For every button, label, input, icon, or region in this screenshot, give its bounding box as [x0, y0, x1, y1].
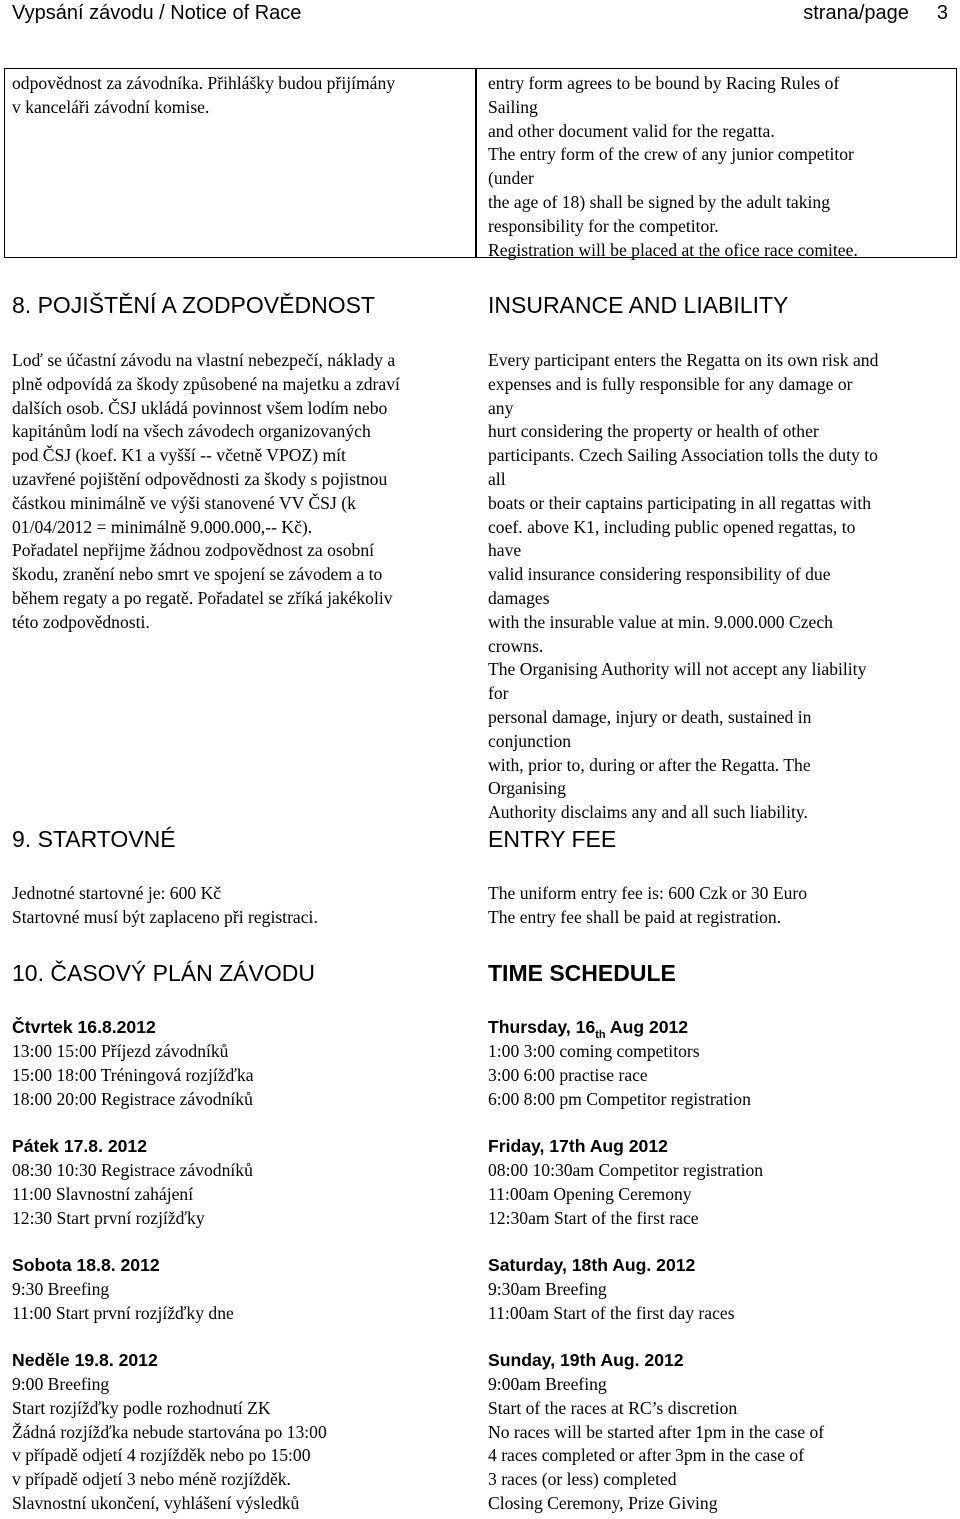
schedule-item: 9:00 Breefing — [12, 1374, 110, 1394]
text-line: Pořadatel nepřijme žádnou zodpovědnost za osobní — [12, 540, 375, 561]
schedule-item: 1:00 3:00 coming competitors — [488, 1041, 700, 1061]
schedule-item: 9:30 Breefing — [12, 1279, 110, 1299]
text-line: entry form agrees to be bound by Racing Rules of — [488, 73, 840, 93]
text-line: uzavřené pojištění odpovědnosti za škody s pojistnou — [12, 468, 388, 489]
text-line: této zodpovědnosti. — [12, 611, 150, 632]
section-10-heading-cz: 10. ČASOVÝ PLÁN ZÁVODU — [12, 960, 315, 986]
text-line: odpovědnost za závodníka. Přihlášky budou přijímány — [12, 73, 396, 93]
schedule-item: Žádná rozjížďka nebude startována po 13:00 — [12, 1421, 327, 1442]
schedule-item: 11:00 Start první rozjížďky dne — [12, 1302, 234, 1323]
schedule-item: 9:00am Breefing — [488, 1374, 607, 1394]
text-line: The entry fee shall be paid at registration. — [488, 906, 782, 927]
day-ordinal: th — [568, 1136, 586, 1156]
schedule-day-cz: Čtvrtek 16.8.2012 — [12, 1017, 156, 1037]
schedule-item: No races will be started after 1pm in the case of — [488, 1421, 825, 1442]
text-line: Authority disclaims any and all such liability. — [488, 802, 808, 823]
day-label: Saturday, 18 — [488, 1255, 592, 1275]
text-line: conjunction — [488, 730, 572, 751]
schedule-day-cz-items — [12, 1278, 234, 1326]
text-line: for — [488, 683, 509, 704]
text-line: The entry form of the crew of any junior competitor — [488, 144, 854, 165]
schedule-day-cz-items — [12, 1159, 253, 1230]
section-8-heading-en: INSURANCE AND LIABILITY — [488, 292, 789, 318]
text-line: Startovné musí být zaplaceno při registraci. — [12, 906, 318, 927]
schedule-item: 12:30am Start of the first race — [488, 1207, 699, 1228]
section-8-heading-cz: 8. POJIŠTĚNÍ A ZODPOVĚDNOST — [12, 292, 375, 318]
text-line: the age of 18) shall be signed by the adult taking — [488, 191, 831, 212]
page-number: 3 — [936, 2, 948, 24]
schedule-item: 08:30 10:30 Registrace závodníků — [12, 1160, 253, 1180]
schedule-item: 12:30 Start první rozjížďky — [12, 1207, 205, 1228]
text-line: během regaty a po regatě. Pořadatel se zříká jakékoliv — [12, 587, 393, 608]
day-ordinal: th — [595, 1029, 606, 1041]
schedule-item: 9:30am Breefing — [488, 1279, 607, 1299]
schedule-item: 11:00am Opening Ceremony — [488, 1183, 692, 1204]
schedule-item: 4 races completed or after 3pm in the case of — [488, 1445, 805, 1466]
schedule-day-en-items — [488, 1040, 751, 1111]
text-line: all — [488, 468, 506, 489]
text-line: crowns. — [488, 635, 544, 656]
schedule-item: 15:00 18:00 Tréningová rozjížďka — [12, 1064, 254, 1085]
day-label: Friday, 17 — [488, 1136, 569, 1156]
schedule-item: Start rozjížďky podle rozhodnutí ZK — [12, 1397, 271, 1418]
schedule-item: 3:00 6:00 practise race — [488, 1064, 648, 1085]
intro-column-divider — [475, 68, 477, 258]
schedule-item: 18:00 20:00 Registrace závodníků — [12, 1088, 253, 1109]
schedule-item: 6:00 8:00 pm Competitor registration — [488, 1088, 751, 1109]
schedule-day-cz: Pátek 17.8. 2012 — [12, 1136, 147, 1156]
schedule-item: 13:00 15:00 Příjezd závodníků — [12, 1041, 229, 1061]
schedule-item: 11:00am Start of the first day races — [488, 1302, 735, 1323]
schedule-day-cz: Neděle 19.8. 2012 — [12, 1350, 158, 1370]
text-line: damages — [488, 587, 550, 608]
text-line: expenses and is fully responsible for any damage or — [488, 373, 853, 394]
text-line: Registration will be placed at the ofice race comitee. — [488, 239, 858, 260]
text-line: boats or their captains participating in all regattas with — [488, 492, 872, 513]
text-line: škodu, zranění nebo smrt ve spojení se závodem a to — [12, 564, 383, 585]
intro-en-text — [488, 72, 858, 262]
page-label: strana/page — [803, 2, 909, 24]
page-indicator — [803, 2, 948, 25]
text-line: Organising — [488, 778, 566, 799]
section-9-cz-text — [12, 882, 318, 930]
text-line: The Organising Authority will not accept any liability — [488, 659, 867, 680]
schedule-day-cz-items — [12, 1373, 327, 1516]
text-line: Every participant enters the Regatta on its own risk and — [488, 350, 879, 370]
text-line: kapitánům lodí na všech závodech organizovaných — [12, 421, 371, 442]
text-line: 01/04/2012 = minimálně 9.000.000,-- Kč). — [12, 516, 313, 537]
text-line: plně odpovídá za škody způsobené na majetku a zdraví — [12, 373, 400, 394]
text-line: Sailing — [488, 96, 538, 117]
text-line: with, prior to, during or after the Regatta. The — [488, 754, 811, 775]
section-8-en-text — [488, 349, 878, 825]
schedule-item: 08:00 10:30am Competitor registration — [488, 1160, 764, 1180]
schedule-item: v případě odjetí 4 rozjížděk nebo po 15:00 — [12, 1445, 311, 1466]
text-line: participants. Czech Sailing Association tolls the duty to — [488, 445, 878, 466]
text-line: Loď se účastní závodu na vlastní nebezpečí, náklady a — [12, 350, 396, 370]
text-line: and other document valid for the regatta. — [488, 120, 775, 141]
text-line: Jednotné startovné je: 600 Kč — [12, 883, 222, 903]
text-line: The uniform entry fee is: 600 Czk or 30 Euro — [488, 883, 808, 903]
text-line: hurt considering the property or health of other — [488, 421, 819, 442]
schedule-item: Start of the races at RC’s discretion — [488, 1397, 738, 1418]
schedule-day-en — [488, 1134, 668, 1158]
text-line: valid insurance considering responsibility of due — [488, 564, 831, 585]
text-line: responsibility for the competitor. — [488, 215, 719, 236]
day-month-year: Aug 2012 — [605, 1017, 689, 1037]
intro-cz-text — [12, 72, 395, 120]
schedule-day-cz: Sobota 18.8. 2012 — [12, 1255, 160, 1275]
text-line: částkou minimálně ve výši stanovené VV ČSJ (k — [12, 492, 356, 513]
schedule-day-en-items — [488, 1159, 763, 1230]
section-9-heading-en: ENTRY FEE — [488, 826, 617, 852]
text-line: (under — [488, 168, 534, 189]
day-label: Sunday, 19 — [488, 1350, 580, 1370]
day-month-year: Aug. 2012 — [607, 1255, 696, 1275]
schedule-day-en — [488, 1253, 695, 1277]
text-line: pod ČSJ (koef. K1 a vyšší -- včetně VPOZ) mít — [12, 445, 346, 466]
schedule-day-en-items — [488, 1373, 824, 1516]
schedule-item: 11:00 Slavnostní zahájení — [12, 1183, 194, 1204]
schedule-item: Closing Ceremony, Prize Giving — [488, 1492, 718, 1513]
text-line: v kanceláři závodní komise. — [12, 96, 210, 117]
section-8-cz-text — [12, 349, 400, 635]
text-line: have — [488, 540, 522, 561]
text-line: coef. above K1, including public opened regattas, to — [488, 516, 856, 537]
text-line: with the insurable value at min. 9.000.000 Czech — [488, 611, 833, 632]
schedule-item: 3 races (or less) completed — [488, 1469, 677, 1490]
text-line: any — [488, 397, 514, 418]
document-title: Vypsání závodu / Notice of Race — [12, 2, 302, 24]
page-header — [0, 0, 960, 32]
schedule-day-en — [488, 1348, 684, 1372]
text-line: personal damage, injury or death, sustained in — [488, 706, 812, 727]
day-ordinal: th — [591, 1255, 608, 1275]
schedule-day-cz-items — [12, 1040, 254, 1111]
schedule-item: v případě odjetí 3 nebo méně rozjížděk. — [12, 1469, 291, 1490]
section-9-heading-cz: 9. STARTOVNÉ — [12, 826, 176, 852]
section-10-heading-en: TIME SCHEDULE — [488, 960, 676, 986]
day-label: Thursday, 16 — [488, 1017, 596, 1037]
day-month-year: Aug. 2012 — [596, 1350, 684, 1370]
text-line: dalších osob. ČSJ ukládá povinnost všem lodím nebo — [12, 397, 388, 418]
section-9-en-text — [488, 882, 807, 930]
day-month-year: Aug 2012 — [585, 1136, 668, 1156]
day-ordinal: th — [579, 1350, 597, 1370]
schedule-day-en-items — [488, 1278, 735, 1326]
schedule-item: Slavnostní ukončení, vyhlášení výsledků — [12, 1492, 300, 1513]
